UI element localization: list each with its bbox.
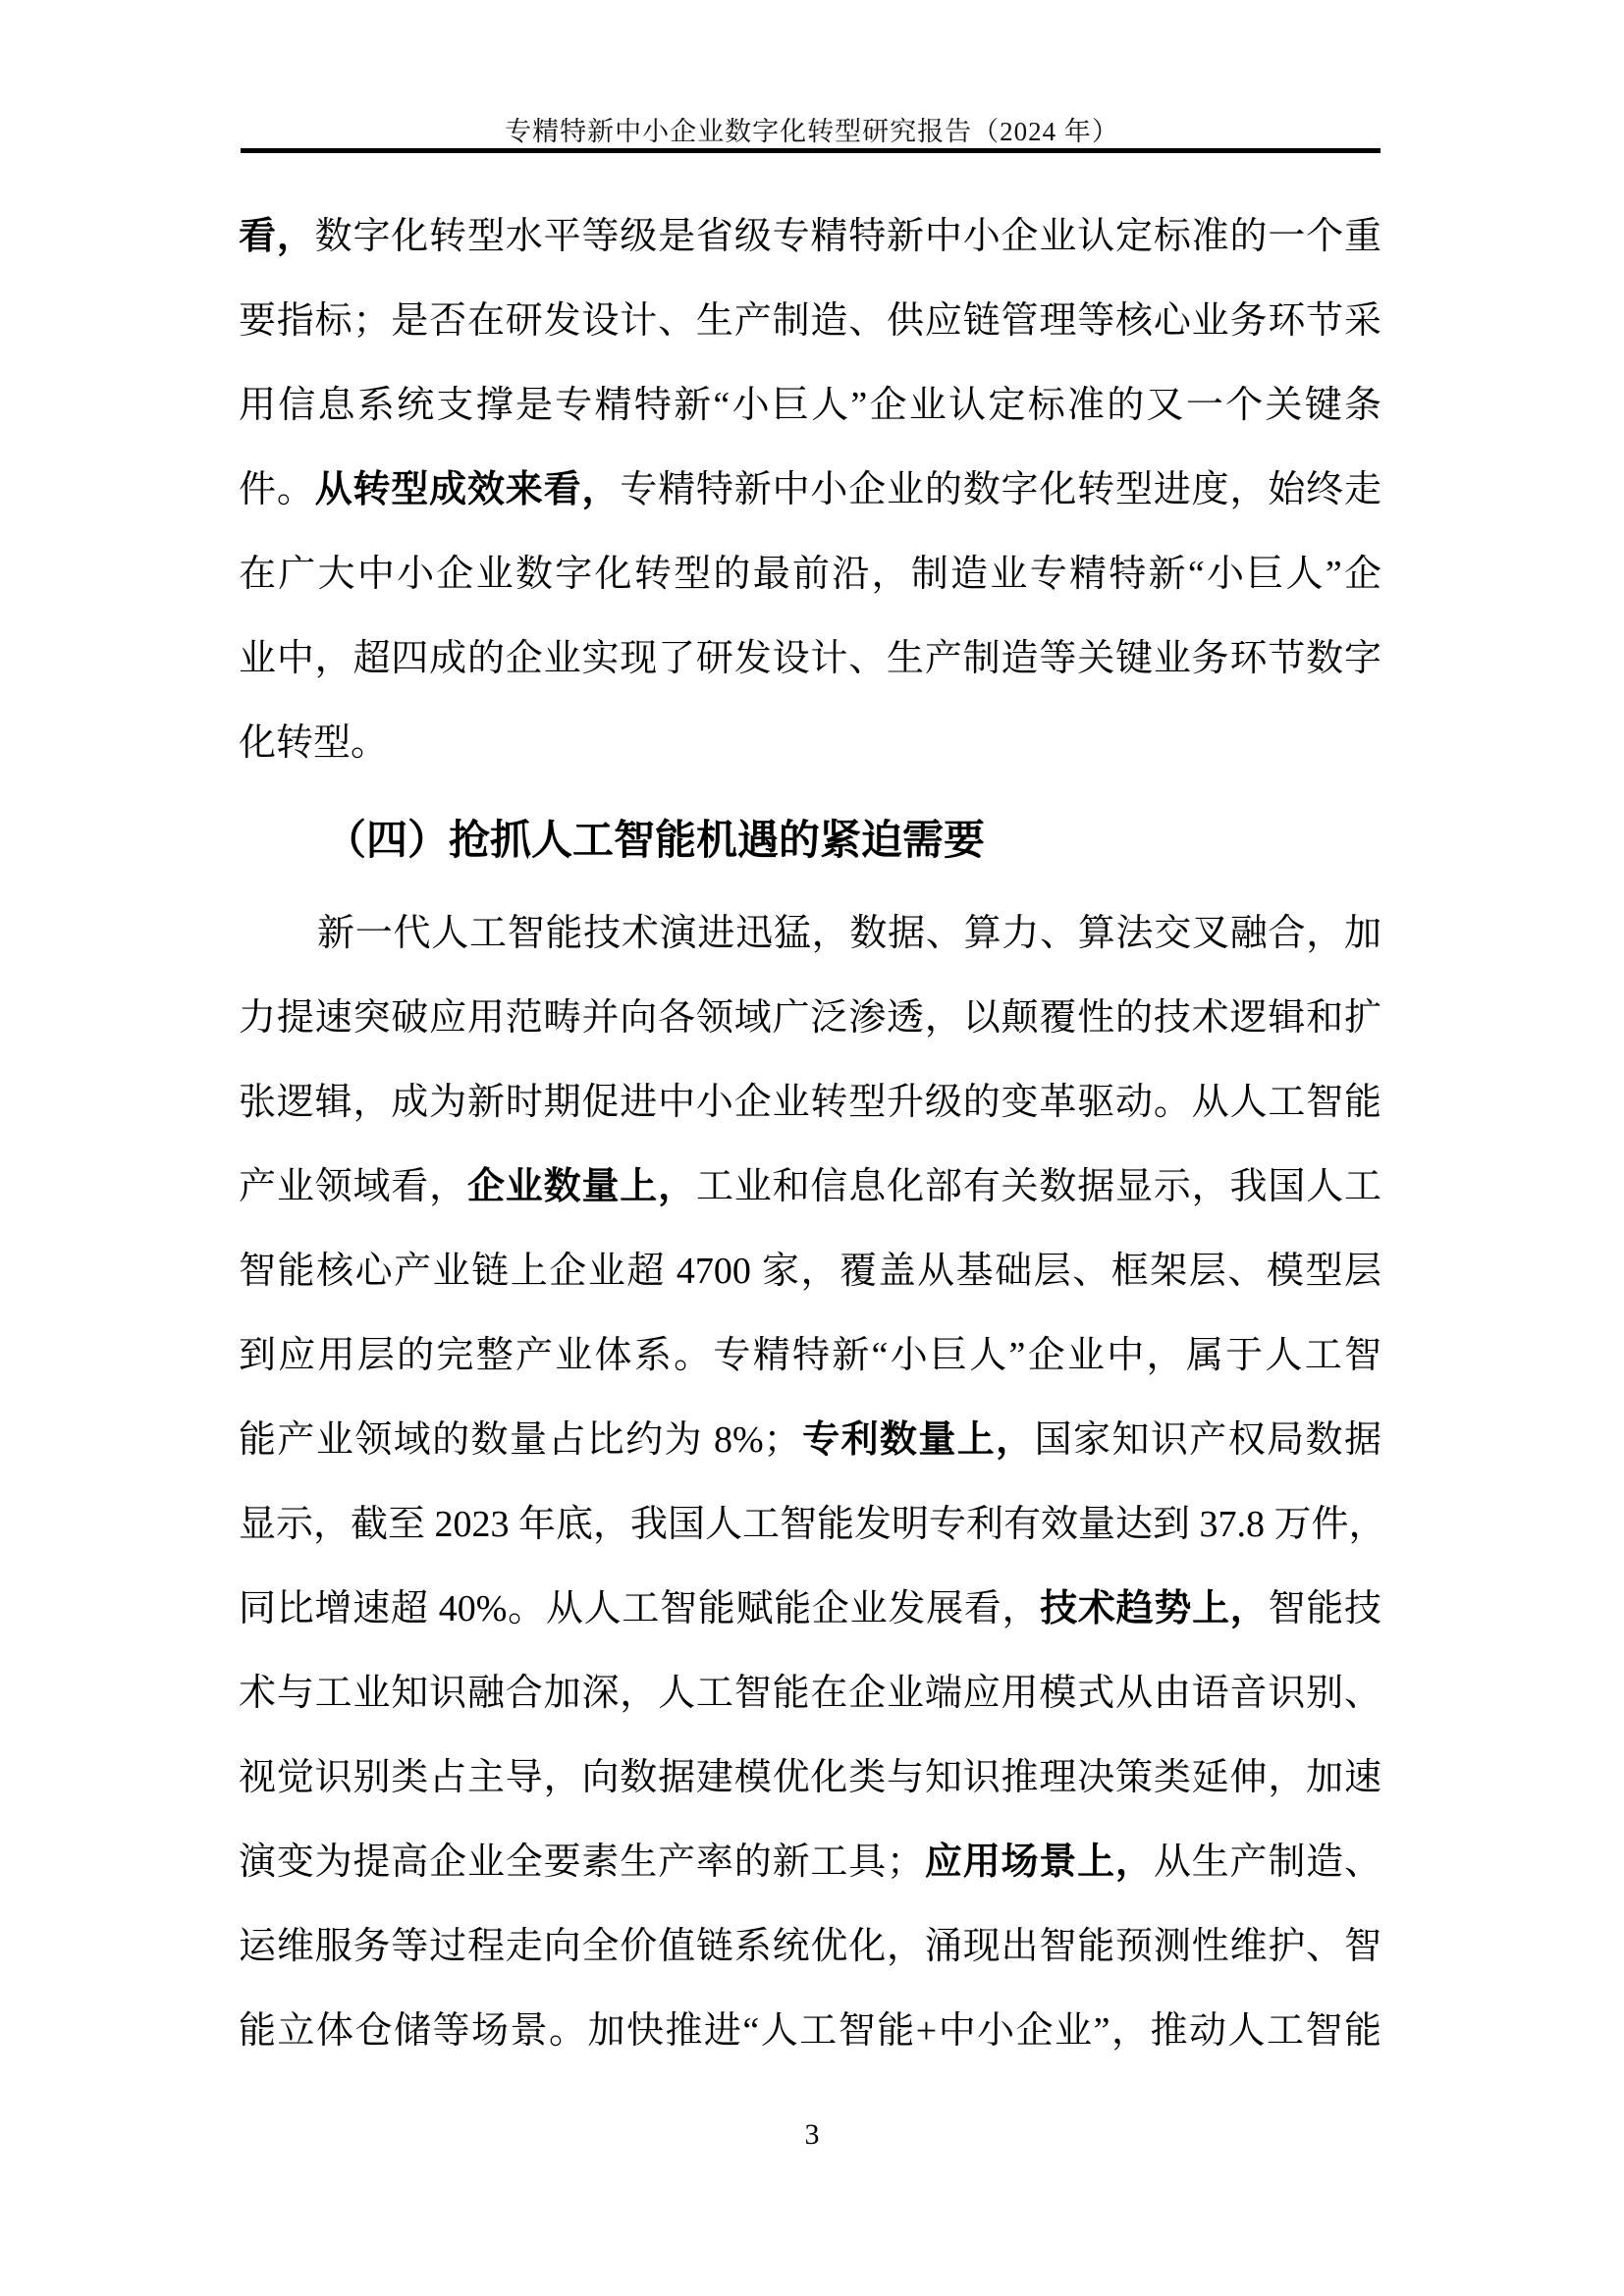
text-line bbox=[239, 1904, 1381, 1989]
text-segment: 数字化转型水平等级是省级专精特新中小企业认定标准的一个重 bbox=[314, 216, 1381, 257]
paragraph-1 bbox=[239, 194, 1381, 785]
text-segment: 从生产制造、 bbox=[1153, 1842, 1381, 1883]
bold-text-segment: 企业数量上， bbox=[466, 1166, 696, 1207]
text-line bbox=[239, 1145, 1381, 1229]
text-line bbox=[239, 1651, 1381, 1735]
text-segment: 能产业领域的数量占比约为 8%； bbox=[239, 1419, 801, 1461]
text-segment: 力提速突破应用范畴并向各领域广泛渗透，以颠覆性的技术逻辑和扩 bbox=[239, 997, 1381, 1039]
bold-text-segment: 专利数量上， bbox=[800, 1419, 1035, 1461]
page-header-title: 专精特新中小企业数字化转型研究报告（2024 年） bbox=[505, 117, 1119, 146]
text-segment: 工业和信息化部有关数据显示，我国人工 bbox=[695, 1166, 1381, 1207]
text-line bbox=[239, 363, 1381, 448]
text-line bbox=[239, 279, 1381, 363]
text-line bbox=[239, 616, 1381, 701]
bold-text-segment: 看， bbox=[239, 216, 315, 257]
text-segment: 能立体仓储等场景。加快推进“人工智能+中小企业”，推动人工智能 bbox=[239, 2010, 1381, 2052]
text-segment: 运维服务等过程走向全价值链系统优化，涌现出智能预测性维护、智 bbox=[239, 1926, 1381, 1967]
text-line bbox=[239, 1735, 1381, 1820]
text-segment: 件。 bbox=[239, 469, 315, 510]
text-line bbox=[239, 194, 1381, 279]
text-line bbox=[239, 891, 1381, 976]
bold-text-segment: 从转型成效来看， bbox=[314, 469, 621, 510]
text-segment: 要指标；是否在研发设计、生产制造、供应链管理等核心业务环节采 bbox=[239, 300, 1381, 342]
text-line bbox=[239, 1060, 1381, 1145]
text-line bbox=[239, 1820, 1381, 1904]
text-segment: 国家知识产权局数据 bbox=[1034, 1419, 1381, 1461]
text-segment: 显示，截至 2023 年底，我国人工智能发明专利有效量达到 37.8 万件， bbox=[239, 1504, 1386, 1545]
text-segment: 术与工业知识融合加深，人工智能在企业端应用模式从由语音识别、 bbox=[239, 1673, 1381, 1714]
text-line bbox=[239, 448, 1381, 532]
text-segment: 演变为提高企业全要素生产率的新工具； bbox=[239, 1842, 925, 1883]
text-segment: 智能核心产业链上企业超 4700 家，覆盖从基础层、框架层、模型层 bbox=[239, 1251, 1381, 1292]
text-segment: 到应用层的完整产业体系。专精特新“小巨人”企业中，属于人工智 bbox=[239, 1335, 1381, 1376]
text-line bbox=[239, 1482, 1386, 1567]
text-segment: 化转型。 bbox=[239, 722, 389, 764]
text-segment: 产业领域看， bbox=[239, 1166, 467, 1207]
text-line bbox=[239, 532, 1381, 616]
text-line bbox=[239, 1989, 1381, 2073]
text-segment: 专精特新中小企业的数字化转型进度，始终走 bbox=[620, 469, 1381, 510]
section-heading: （四）抢抓人工智能机遇的紧迫需要 bbox=[325, 819, 986, 864]
text-segment: 视觉识别类占主导，向数据建模优化类与知识推理决策类延伸，加速 bbox=[239, 1757, 1381, 1798]
paragraph-2 bbox=[239, 891, 1386, 2073]
text-segment: 业中，超四成的企业实现了研发设计、生产制造等关键业务环节数字 bbox=[239, 638, 1381, 679]
text-segment: 张逻辑，成为新时期促进中小企业转型升级的变革驱动。从人工智能 bbox=[239, 1082, 1381, 1123]
header-rule bbox=[241, 148, 1380, 153]
document-body bbox=[239, 194, 1386, 2073]
text-line bbox=[239, 1229, 1381, 1313]
text-segment: 智能技 bbox=[1268, 1588, 1381, 1629]
text-line bbox=[239, 976, 1381, 1060]
text-line bbox=[239, 701, 1381, 785]
text-line bbox=[239, 1313, 1381, 1398]
text-line bbox=[239, 1398, 1381, 1482]
text-segment: 用信息系统支撑是专精特新“小巨人”企业认定标准的又一个关键条 bbox=[239, 385, 1381, 426]
bold-text-segment: 技术趋势上， bbox=[1040, 1588, 1269, 1629]
page-number: 3 bbox=[804, 2118, 820, 2151]
bold-text-segment: 应用场景上， bbox=[924, 1842, 1154, 1883]
text-segment: 同比增速超 40%。从人工智能赋能企业发展看， bbox=[239, 1588, 1041, 1629]
text-segment: 在广大中小企业数字化转型的最前沿，制造业专精特新“小巨人”企 bbox=[239, 554, 1381, 595]
text-line bbox=[239, 1567, 1381, 1651]
text-segment: 新一代人工智能技术演进迅猛，数据、算力、算法交叉融合，加 bbox=[317, 913, 1381, 954]
